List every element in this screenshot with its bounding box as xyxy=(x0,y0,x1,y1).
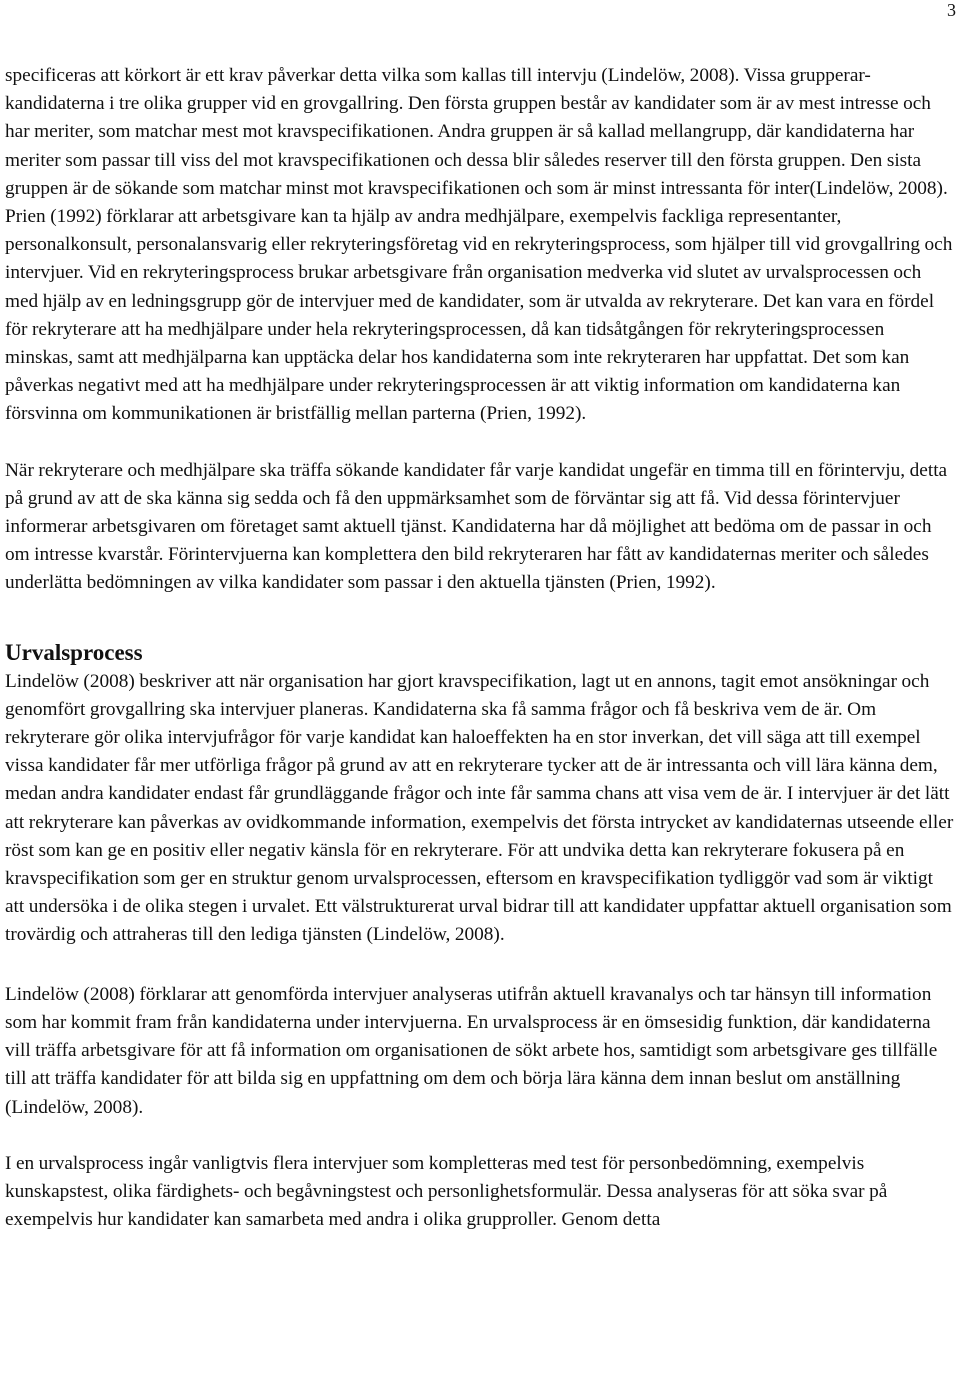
paragraph-intervjuer: Lindelöw (2008) beskriver att när organisation har gjort kravspecifikation, lagt ut en annons, tagit emot ansökningar och genomfört grovgallring ska intervjuer planeras. Kandidaterna ska få samma frågor och få beskriva vem de är. Om rekryterare gör olika intervjufrågor för varje kandidat kan haloeffekten ha en stor inverkan, det vill säga att till exempel vissa kandidater får mer utförliga frågor på grund av att en rekryterare tycker att de är intressanta och vill lära känna dem, medan andra kandidater endast får grundläggande frågor och inte får samma chans att visa vem de är. I intervjuer är det lätt att rekryterare kan påverkas av ovidkommande information, exempelvis det första intrycket av kandidaternas utseende eller röst som kan ge en positiv eller negativ känsla för en rekryterare. För att undvika detta kan rekryterare fokusera på en kravspecifikation som ger en struktur genom urvalsprocessen, eftersom en kravspecifikation tydliggör vad som är viktigt att undersöka i de olika stegen i urvalet. Ett välstrukturerat urval bidrar till att kandidater uppfattar aktuell organisation som trovärdig och attraheras till den lediga tjänsten (Lindelöw, 2008). xyxy=(5,670,954,946)
paragraph-analys: Lindelöw (2008) förklarar att genomförda intervjuer analyseras utifrån aktuell kravanalys och tar hänsyn till information som har kommit fram från kandidaterna under intervjuerna. En urvalsprocess är en ömsesidig funktion, där kandidaterna vill träffa arbetsgivare för att få information om organisationen de sökt arbete hos, samtidigt som arbetsgivare ges tillfälle till att träffa kandidater för att bilda sig en uppfattning om dem och börja lära känna dem innan beslut om anställning (Lindelöw, 2008). xyxy=(5,983,938,1118)
section-heading-urvalsprocess: Urvalsprocess xyxy=(5,639,143,665)
paragraph-tester: I en urvalsprocess ingår vanligtvis flera intervjuer som kompletteras med test för personbedömning, exempelvis kunskapstest, olika färdighets- och begåvningstest och personlighetsformulär. Dessa analyseras för att söka svar på exempelvis hur kandidater kan samarbeta med andra i olika grupproller. Genom detta xyxy=(5,1152,888,1231)
page-number: 3 xyxy=(947,0,956,20)
document-body xyxy=(5,62,955,1234)
paragraph-forintervju: När rekryterare och medhjälpare ska träffa sökande kandidater får varje kandidat ungefär en timma till en förintervju, detta på grund av att de ska känna sig sedda och få den uppmärksamhet som de förväntar sig att få. Vid dessa förintervjuer informerar arbetsgivaren om företaget samt aktuell tjänst. Kandidaterna har då möjlighet att bedöma om de passar in och om intresse kvarstår. Förintervjuerna kan komplettera den bild rekryteraren har fått av kandidaternas meriter och således underlätta bedömningen av vilka kandidater som passar i den aktuella tjänsten (Prien, 1992). xyxy=(5,459,948,594)
paragraph-grovgallring: specificeras att körkort är ett krav påverkar detta vilka som kallas till intervju (Lindelöw, 2008). Vissa grupperar-kandidaterna i tre olika grupper vid en grovgallring. Den första gruppen består av kandidater som är av mest intresse och har meriter, som matchar mest mot kravspecifikationen. Andra gruppen är så kallad mellangrupp, där kandidaterna har meriter som passar till viss del mot kravspecifikationen och dessa blir således reserver till den första gruppen. Den sista gruppen är de sökande som matchar minst mot kravspecifikationen och som är minst intressanta för inter(Lindelöw, 2008). Prien (1992) förklarar att arbetsgivare kan ta hjälp av andra medhjälpare, exempelvis fackliga representanter, personalkonsult, personalansvarig eller rekryteringsföretag vid en rekryteringsprocess, som hjälper till vid grovgallring och intervjuer. Vid en rekryteringsprocess brukar arbetsgivare från organisation medverka vid slutet av urvalsprocessen och med hjälp av en ledningsgrupp gör de intervjuer med de kandidater, som är utvalda av rekryterare. Det kan vara en fördel för rekryterare att ha medhjälpare under hela rekryteringsprocessen, då kan tidsåtgången för rekryteringsprocessen minskas, samt att medhjälparna kan upptäcka delar hos kandidaterna som inte rekryteraren har uppfattat. Det som kan påverkas negativt med att ha medhjälpare under rekryteringsprocessen är att viktig information om kandidaterna kan försvinna om kommunikationen är bristfällig mellan parterna (Prien, 1992). xyxy=(5,65,953,425)
